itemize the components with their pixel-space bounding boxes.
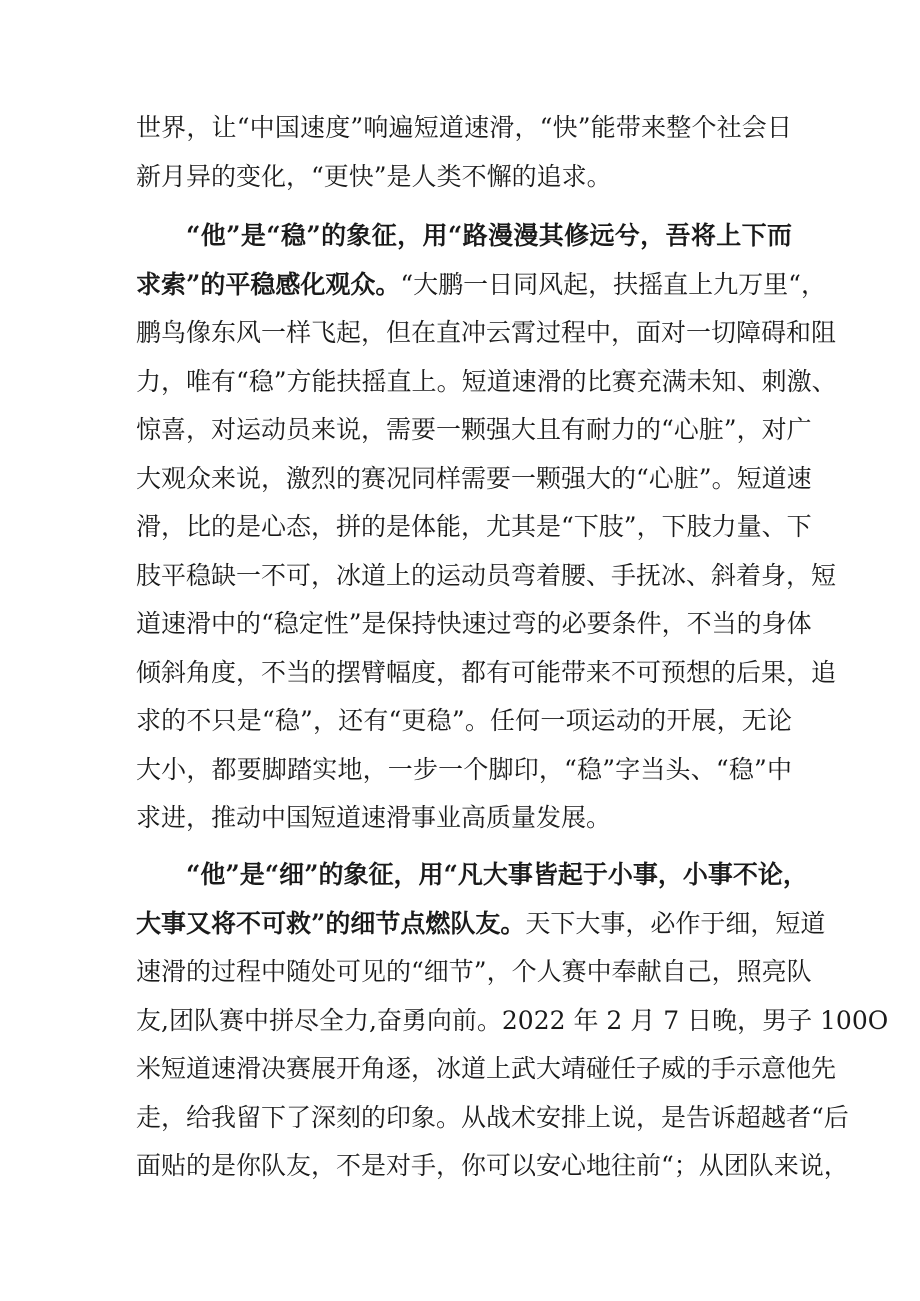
paragraph-3-text: 天下大事，必作于细，短道 [525, 909, 826, 938]
paragraph-3-line [136, 907, 826, 941]
paragraph-3-line: 速滑的过程中随处可见的“细节”，个人赛中奉献自己，照亮队 [136, 957, 812, 986]
paragraph-2-line [136, 268, 826, 302]
paragraph-2-heading-tail: 求索”的平稳感化观众。 [136, 270, 401, 299]
paragraph-2-line: 肢平稳缺一不可，冰道上的运动员弯着腰、手抚冰、斜着身，短 [136, 561, 837, 590]
paragraph-2-line: 倾斜角度，不当的摆臂幅度，都有可能带来不可预想的后果，追 [136, 658, 837, 687]
paragraph-2-line: 大小，都要脚踏实地，一步一个脚印，“稳”字当头、“稳”中 [136, 755, 792, 784]
paragraph-2-text: “大鹏一日同风起，扶摇直上九万里“， [400, 270, 826, 299]
paragraph-3-line: 米短道速滑决赛展开角逐，冰道上武大靖碰任子威的手示意他先 [136, 1054, 837, 1083]
paragraph-1-line: 世界，让“中国速度”响遍短道速滑，“快”能带来整个社会日 [136, 113, 792, 142]
paragraph-3-line: 友,团队赛中拼尽全力,奋勇向前。2022 年 2 月 7 日晚，男子 100O [136, 1006, 889, 1035]
paragraph-2-line: 滑，比的是心态，拼的是体能，尤其是“下肢”，下肢力量、下 [136, 512, 812, 541]
paragraph-3-line: 走，给我留下了深刻的印象。从战术安排上说，是告诉超越者“后 [136, 1103, 849, 1132]
paragraph-3-heading-line: “他”是“细”的象征，用“凡大事皆起于小事，小事不论， [186, 860, 808, 889]
paragraph-1-line: 新月异的变化，“更快”是人类不懈的追求。 [136, 162, 612, 191]
paragraph-3-line: 面贴的是你队友，不是对手，你可以安心地往前“；从团队来说， [136, 1151, 849, 1180]
paragraph-2-line: 惊喜，对运动员来说，需要一颗强大且有耐力的“心脏”，对广 [136, 415, 812, 444]
paragraph-2-heading-line: “他”是“稳”的象征，用“路漫漫其修远兮，吾将上下而 [186, 221, 792, 250]
paragraph-2-line: 求进，推动中国短道速滑事业高质量发展。 [136, 803, 612, 832]
paragraph-3-heading-tail: 大事又将不可救”的细节点燃队友。 [136, 909, 526, 938]
paragraph-2-line: 力，唯有“稳”方能扶摇直上。短道速滑的比赛充满未知、刺激、 [136, 367, 837, 396]
paragraph-2-line: 道速滑中的“稳定性”是保持快速过弯的必要条件，不当的身体 [136, 609, 812, 638]
paragraph-2-line: 大观众来说，激烈的赛况同样需要一颗强大的“心脏”。短道速 [136, 464, 812, 493]
paragraph-2-line: 求的不只是“稳”，还有“更稳”。任何一项运动的开展，无论 [136, 706, 792, 735]
paragraph-2-line: 鹏鸟像东风一样飞起，但在直冲云霄过程中，面对一切障碍和阻 [136, 318, 837, 347]
